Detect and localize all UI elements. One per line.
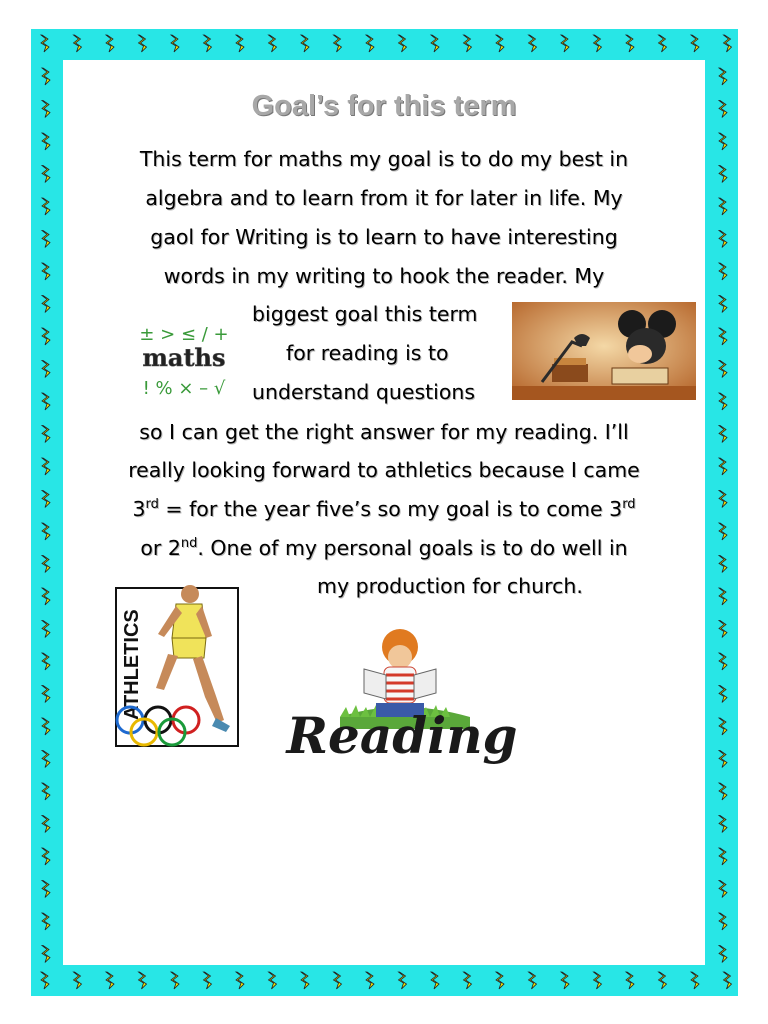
lightning-bolt-icon	[719, 816, 727, 833]
lightning-bolt-icon	[204, 35, 212, 52]
page-title: Goal’s for this term	[251, 90, 517, 122]
lightning-bolt-icon	[659, 35, 667, 52]
lightning-bolt-icon	[42, 751, 50, 768]
lightning-bolt-icon	[366, 35, 374, 52]
lightning-bolt-icon	[74, 35, 82, 52]
body-line-10: 3rd = for the year five’s so my goal is to come 3rd	[132, 497, 636, 521]
lightning-bolt-icon	[659, 972, 667, 989]
lightning-bolt-icon	[529, 35, 537, 52]
lightning-bolt-icon	[626, 35, 634, 52]
lightning-bolt-icon	[42, 556, 50, 573]
lightning-bolt-icon	[42, 263, 50, 280]
lightning-bolt-icon	[719, 393, 727, 410]
mouse-reading-picture	[512, 302, 696, 400]
lightning-bolt-icon	[41, 972, 49, 989]
athletics-word: ATHLETICS	[121, 609, 143, 720]
lightning-bolt-icon	[236, 35, 244, 52]
lightning-bolt-icon	[42, 523, 50, 540]
lightning-bolt-icon	[719, 621, 727, 638]
lightning-bolt-icon	[42, 686, 50, 703]
body-line-7: understand questions	[252, 380, 476, 404]
body-line-8: so I can get the right answer for my reading. I’ll	[139, 420, 629, 444]
lightning-bolt-icon	[719, 718, 727, 735]
lightning-bolt-icon	[42, 328, 50, 345]
lightning-bolt-icon	[719, 328, 727, 345]
lightning-bolt-icon	[236, 972, 244, 989]
lightning-bolt-icon	[719, 166, 727, 183]
lightning-bolt-icon	[719, 198, 727, 215]
lightning-bolt-icon	[719, 68, 727, 85]
lightning-bolt-icon	[719, 751, 727, 768]
lightning-bolt-icon	[399, 35, 407, 52]
lightning-bolt-icon	[106, 972, 114, 989]
lightning-bolt-icon	[42, 198, 50, 215]
lightning-bolt-icon	[42, 946, 50, 963]
lightning-bolt-icon	[334, 972, 342, 989]
lightning-bolt-icon	[719, 913, 727, 930]
lightning-bolt-icon	[42, 133, 50, 150]
maths-word: maths	[142, 343, 226, 372]
lightning-bolt-icon	[719, 263, 727, 280]
lightning-bolt-icon	[42, 913, 50, 930]
lightning-bolt-icon	[691, 35, 699, 52]
lightning-bolt-icon	[719, 686, 727, 703]
lightning-bolt-icon	[42, 621, 50, 638]
lightning-bolt-icon	[719, 523, 727, 540]
body-line-11: or 2nd. One of my personal goals is to do well in	[140, 536, 628, 560]
body-line-6: for reading is to	[286, 341, 449, 365]
lightning-bolt-icon	[334, 35, 342, 52]
lightning-bolt-icon	[719, 491, 727, 508]
lightning-bolt-icon	[719, 588, 727, 605]
lightning-bolt-icon	[42, 653, 50, 670]
lightning-bolt-icon	[719, 458, 727, 475]
lightning-bolt-icon	[42, 816, 50, 833]
lightning-bolt-icon	[42, 881, 50, 898]
lightning-bolt-icon	[719, 881, 727, 898]
lightning-bolt-icon	[719, 556, 727, 573]
body-line-5: biggest goal this term	[252, 302, 478, 326]
lightning-bolt-icon	[42, 491, 50, 508]
lightning-bolt-icon	[42, 848, 50, 865]
lightning-bolt-icon	[42, 458, 50, 475]
body-line-12: my production for church.	[317, 574, 583, 598]
lightning-bolt-icon	[139, 972, 147, 989]
lightning-bolt-icon	[719, 848, 727, 865]
lightning-bolt-icon	[301, 972, 309, 989]
lightning-bolt-icon	[204, 972, 212, 989]
lightning-bolt-icon	[171, 972, 179, 989]
lightning-bolt-icon	[301, 35, 309, 52]
body-line-2: algebra and to learn from it for later in life. My	[145, 186, 623, 210]
lightning-bolt-icon	[42, 393, 50, 410]
maths-symbols-top: ± > ≤ / +	[139, 324, 229, 345]
athletics-clipart	[108, 580, 244, 748]
lightning-bolt-icon	[719, 296, 727, 313]
lightning-bolt-icon	[74, 972, 82, 989]
lightning-bolt-icon	[431, 35, 439, 52]
lightning-bolt-icon	[366, 972, 374, 989]
lightning-bolt-icon	[724, 35, 732, 52]
maths-clipart	[128, 322, 240, 400]
lightning-bolt-icon	[399, 972, 407, 989]
lightning-bolt-icon	[42, 361, 50, 378]
lightning-bolt-icon	[719, 361, 727, 378]
lightning-bolt-icon	[42, 166, 50, 183]
lightning-bolt-icon	[42, 296, 50, 313]
lightning-bolt-icon	[594, 972, 602, 989]
lightning-bolt-icon	[139, 35, 147, 52]
body-line-1: This term for maths my goal is to do my best in	[139, 147, 629, 171]
lightning-bolt-icon	[431, 972, 439, 989]
reading-clipart	[286, 625, 518, 770]
lightning-bolt-icon	[691, 972, 699, 989]
lightning-bolt-icon	[594, 35, 602, 52]
reading-word: Reading	[286, 706, 518, 765]
lightning-bolt-icon	[724, 972, 732, 989]
body-line-9: really looking forward to athletics because I came	[128, 458, 640, 482]
lightning-bolt-icon	[719, 133, 727, 150]
lightning-bolt-icon	[626, 972, 634, 989]
lightning-bolt-icon	[496, 35, 504, 52]
lightning-bolt-icon	[42, 718, 50, 735]
lightning-bolt-icon	[42, 783, 50, 800]
lightning-bolt-icon	[171, 35, 179, 52]
lightning-bolt-icon	[719, 653, 727, 670]
lightning-bolt-icon	[269, 972, 277, 989]
lightning-bolt-icon	[496, 972, 504, 989]
lightning-bolt-icon	[719, 426, 727, 443]
lightning-bolt-icon	[561, 35, 569, 52]
body-line-3: gaol for Writing is to learn to have interesting	[150, 225, 618, 249]
body-line-4: words in my writing to hook the reader. My	[163, 264, 605, 288]
lightning-bolt-icon	[42, 426, 50, 443]
lightning-bolt-icon	[464, 972, 472, 989]
lightning-bolt-icon	[41, 35, 49, 52]
lightning-bolt-icon	[42, 68, 50, 85]
lightning-bolt-icon	[42, 588, 50, 605]
lightning-bolt-icon	[42, 231, 50, 248]
lightning-bolt-icon	[719, 101, 727, 118]
lightning-bolt-icon	[42, 101, 50, 118]
maths-symbols-bottom: ! % × – √	[142, 378, 226, 399]
lightning-bolt-icon	[719, 783, 727, 800]
lightning-bolt-icon	[269, 35, 277, 52]
lightning-bolt-icon	[464, 35, 472, 52]
lightning-bolt-icon	[719, 231, 727, 248]
lightning-bolt-icon	[106, 35, 114, 52]
lightning-bolt-icon	[719, 946, 727, 963]
lightning-bolt-icon	[561, 972, 569, 989]
lightning-bolt-icon	[529, 972, 537, 989]
